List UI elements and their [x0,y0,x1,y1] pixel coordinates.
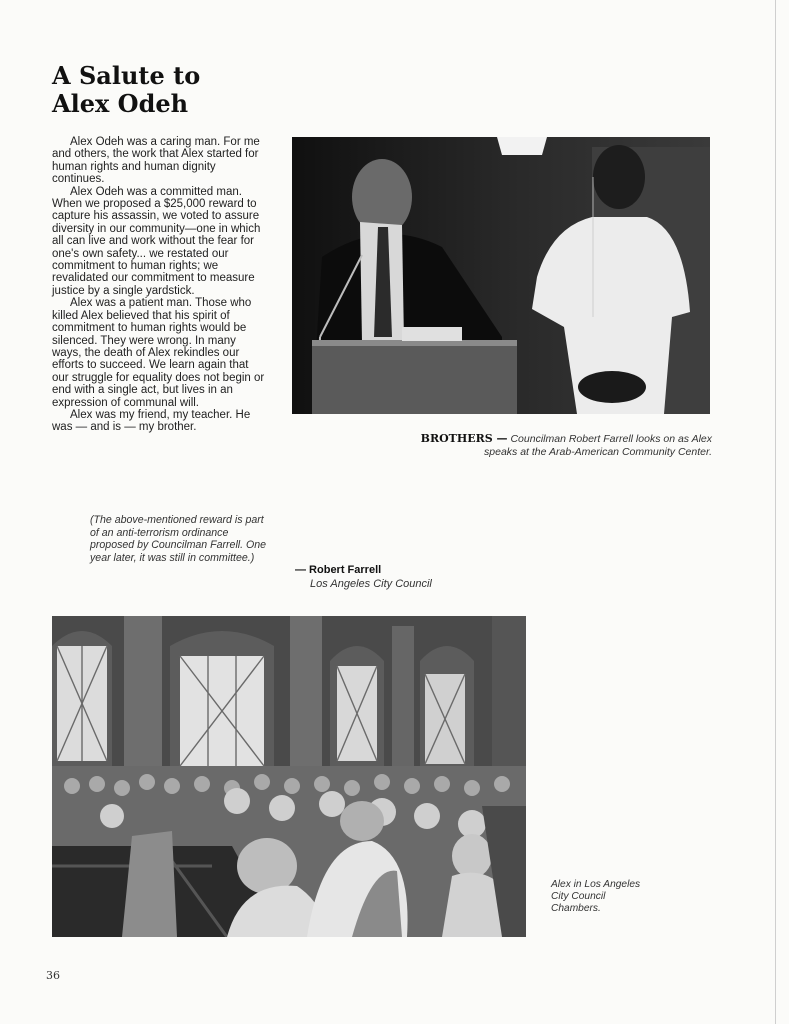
caption-brothers-text: Councilman Robert Farrell looks on as Alex speaks at the Arab-American Community Center. [484,433,712,458]
article-title [52,62,200,118]
title-line-2: Alex Odeh [52,89,189,118]
photo-chambers-image [52,616,526,937]
photo-brothers [292,137,710,414]
scan-edge-line [775,0,776,1024]
photo-brothers-image [292,137,710,414]
page-number: 36 [46,969,60,982]
reward-note: (The above-mentioned reward is part of an anti-terrorism ordinance proposed by Councilman Farrell. One year later, it was still in committee.) [90,514,267,564]
title-line-1: A Salute to [52,61,201,90]
paragraph-patient: Alex was a patient man. Those who killed Alex believed that his spirit of commitment to human rights would be silenced. They were wrong. In many ways, the death of Alex rekindles our efforts to succeed. We learn again that our struggle for equality does not begin or end with a single act, but lives in an expression of communal will. [52,297,265,409]
paragraph-brother: Alex was my friend, my teacher. He was — and is — my brother. [52,408,251,434]
caption-chambers: Alex in Los Angeles City Council Chambers. [551,879,641,914]
signature-name: — Robert Farrell [295,564,382,576]
paragraph-committed: Alex Odeh was a committed man. When we proposed a $25,000 reward to capture his assassin, we voted to assure diversity in our community—one in which all can live and work without the fear for one's own safety... we restated our commitment to human rights; we revalidated our commitment to measure justice by a single yardstick. [52,185,261,297]
article-body [52,136,266,434]
caption-brothers [400,432,712,459]
caption-brothers-lead: BROTHERS — [420,432,508,445]
photo-council-chambers [52,616,526,937]
signature-block [295,563,432,591]
signature-org: Los Angeles City Council [310,578,432,590]
paragraph-caring: Alex Odeh was a caring man. For me and others, the work that Alex started for human rights and human dignity continues. [52,136,260,186]
